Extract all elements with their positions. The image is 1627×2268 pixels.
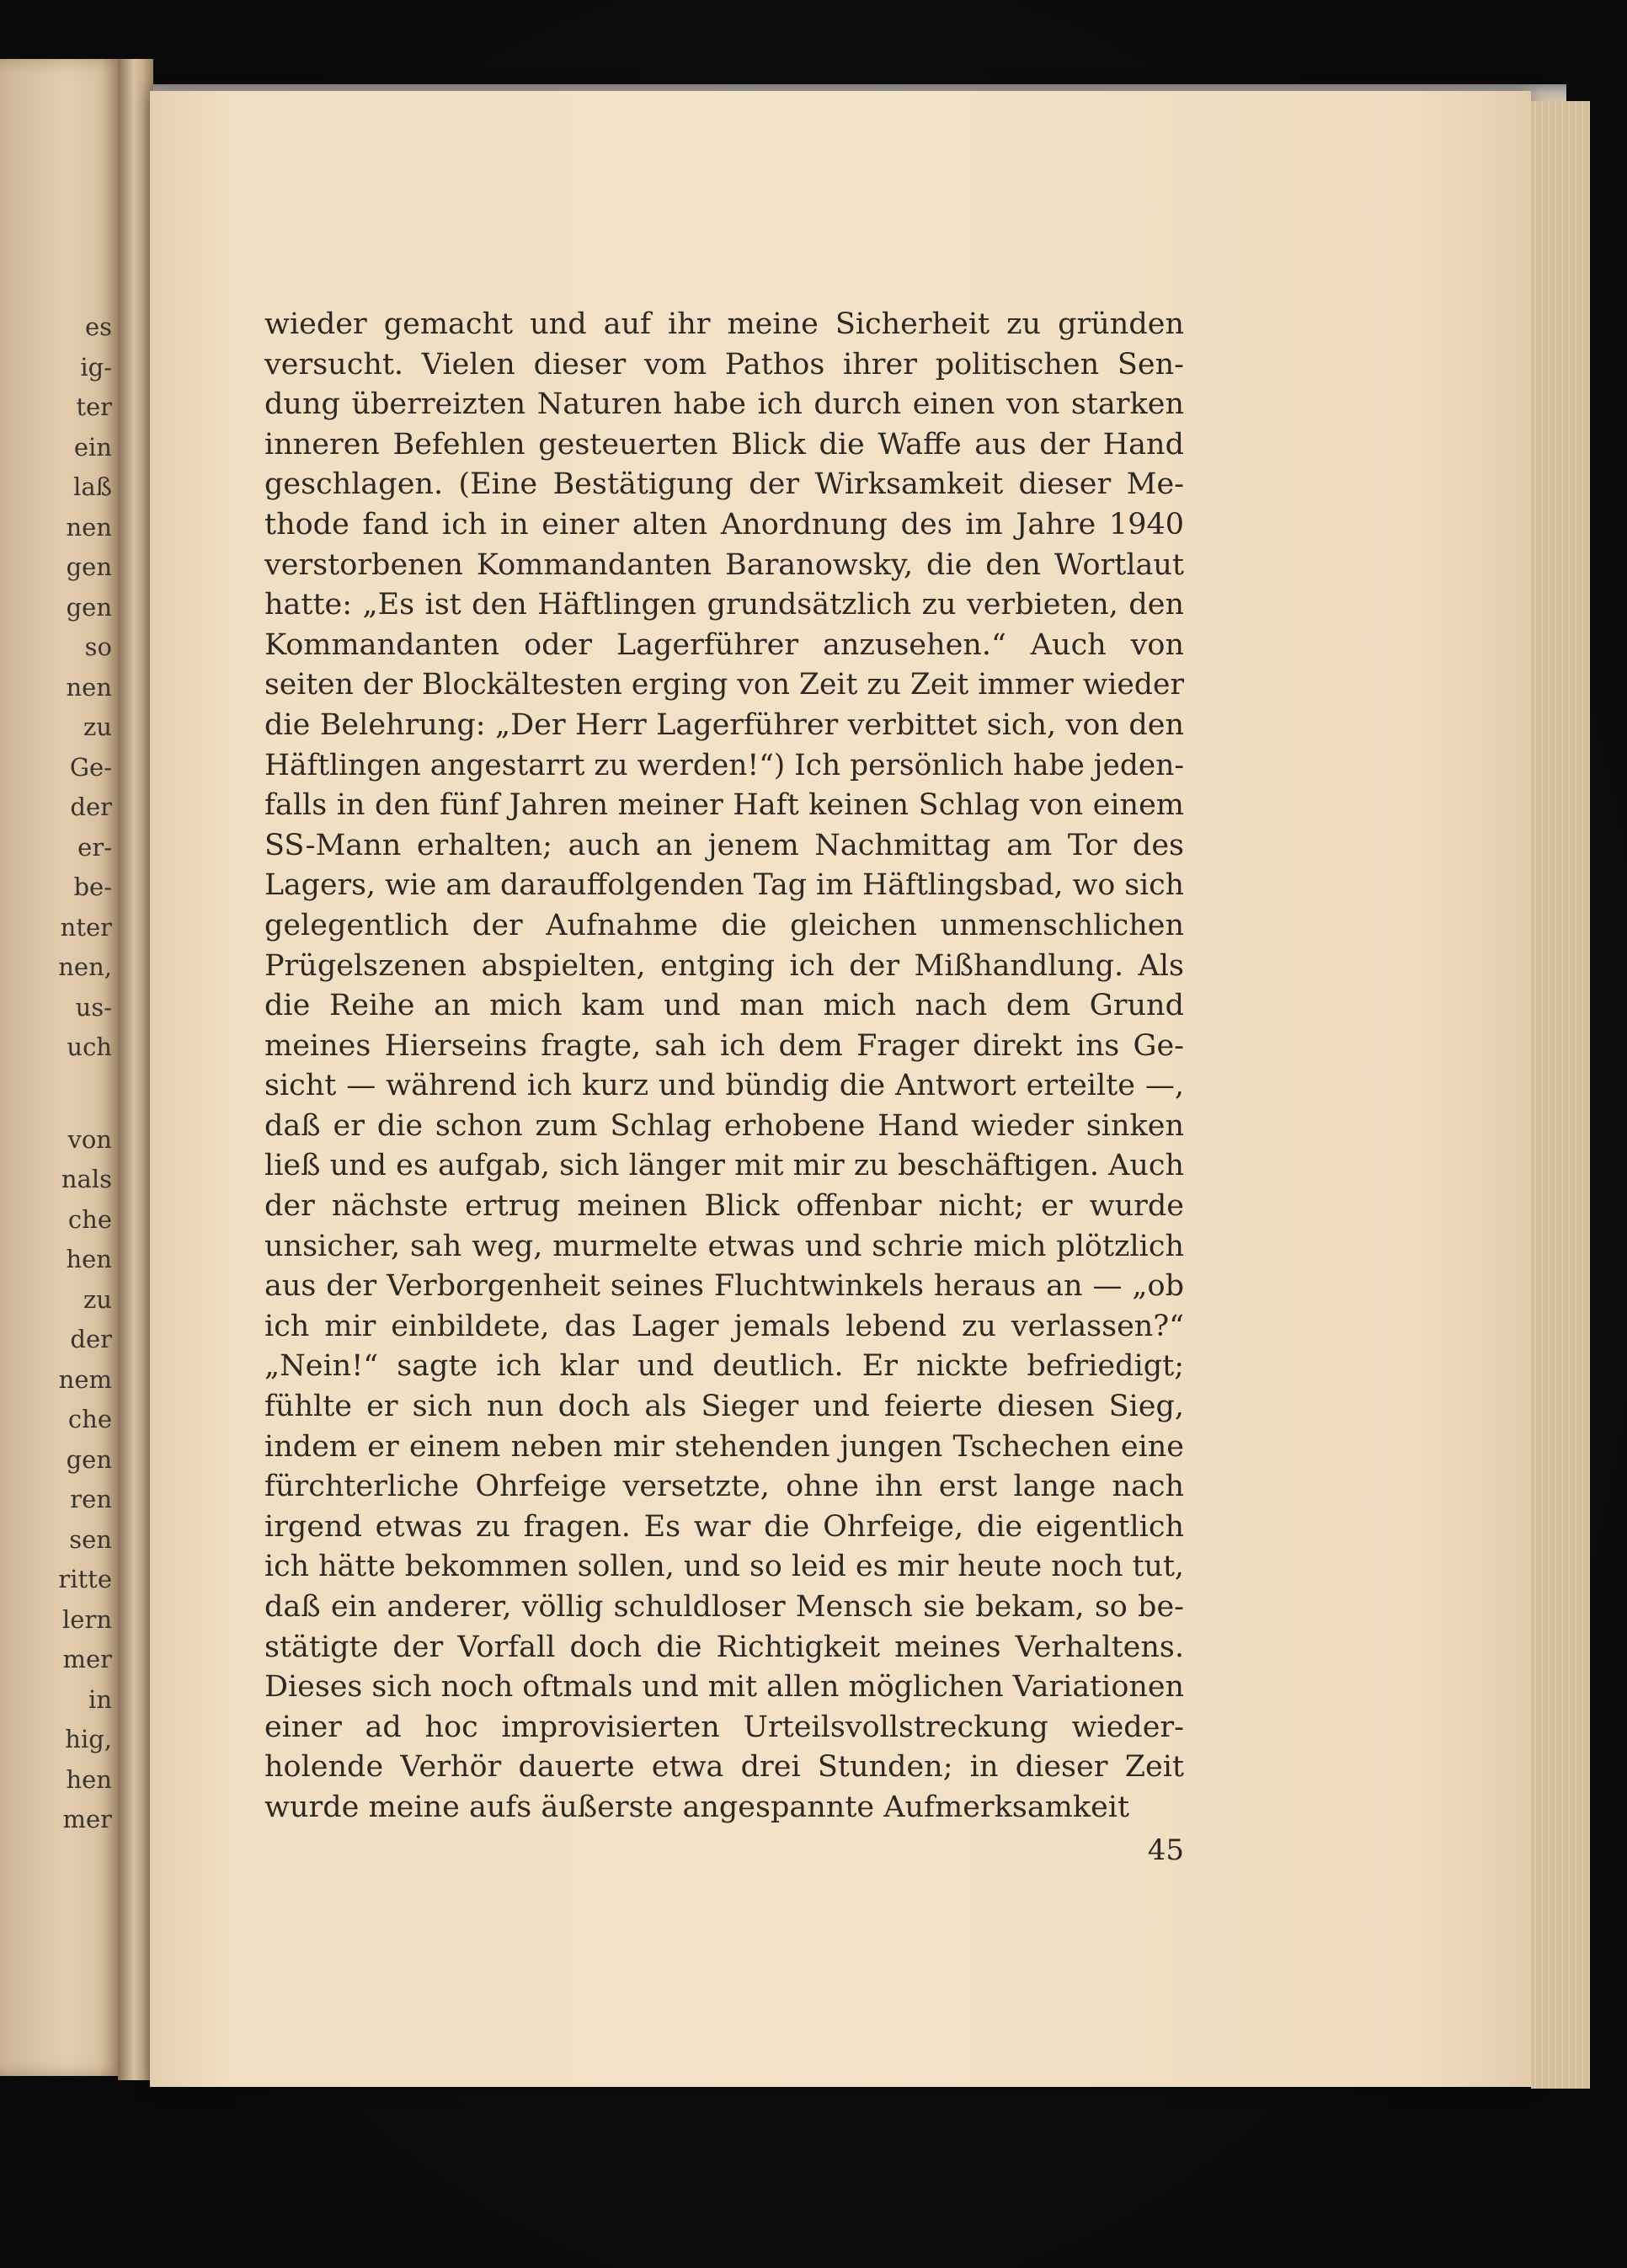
left-page-fragment: nen <box>66 672 112 702</box>
left-page-fragment: nter <box>60 912 112 942</box>
text-line: Lagers, wie am darauffolgenden Tag im Häftlingsbad, wo sich <box>264 868 1184 903</box>
text-line: daß er die schon zum Schlag erhobene Hand wieder sinken <box>264 1108 1184 1143</box>
left-page-fragment: nen <box>66 512 112 542</box>
text-line: die Reihe an mich kam und man mich nach dem Grund <box>264 989 1184 1023</box>
text-line: ich mir einbildete, das Lager jemals lebend zu verlassen?“ <box>264 1309 1184 1343</box>
left-page-text-fragments <box>19 307 112 1840</box>
text-line: thode fand ich in einer alten Anordnung des im Jahre 1940 <box>264 507 1184 542</box>
text-line: falls in den fünf Jahren meiner Haft keinen Schlag von einem <box>264 788 1184 823</box>
left-page-fragment: sen <box>69 1524 112 1554</box>
text-line: einer ad hoc improvisierten Urteilsvollstreckung wieder- <box>264 1710 1184 1744</box>
left-page-fragment: Ge- <box>69 752 112 782</box>
book-gutter <box>118 59 153 2080</box>
left-page-fragment: der <box>70 792 112 821</box>
text-line: Prügelszenen abspielten, entging ich der Mißhandlung. Als <box>264 948 1184 983</box>
text-line: inneren Befehlen gesteuerten Blick die Waffe aus der Hand <box>264 427 1184 462</box>
left-page-fragment: uch <box>67 1033 112 1061</box>
left-page-fragment: ter <box>76 392 112 421</box>
left-page-fragment: so <box>84 632 112 661</box>
text-line: wurde meine aufs äußerste angespannte Aufmerksamkeit <box>264 1790 1130 1824</box>
left-page-fragment: ritte <box>58 1565 112 1593</box>
left-page-fragment: nals <box>61 1165 112 1193</box>
left-page-fragment: us- <box>75 992 112 1022</box>
left-page-fragment: der <box>70 1325 112 1353</box>
text-line: wieder gemacht und auf ihr meine Sicherheit zu gründen <box>264 307 1184 341</box>
text-line: gelegentlich der Aufnahme die gleichen unmenschlichen <box>264 908 1184 942</box>
left-page-fragment: es <box>84 312 112 341</box>
text-line: verstorbenen Kommandanten Baranowsky, die den Wortlaut <box>264 547 1184 582</box>
text-line: die Belehrung: „Der Herr Lagerführer verbittet sich, von den <box>264 707 1184 742</box>
text-line: geschlagen. (Eine Bestätigung der Wirksamkeit dieser Me- <box>264 467 1184 502</box>
text-line: meines Hierseins fragte, sah ich dem Frager direkt ins Ge- <box>264 1028 1184 1063</box>
left-page-fragment: von <box>67 1124 112 1154</box>
text-line: Häftlingen angestarrt zu werden!“) Ich persönlich habe jeden- <box>264 748 1184 782</box>
left-page-fragment: zu <box>83 712 112 741</box>
left-page-fragment: nen, <box>58 953 112 981</box>
text-line: Kommandanten oder Lagerführer anzusehen.“ Auch von <box>264 627 1184 662</box>
text-line: irgend etwas zu fragen. Es war die Ohrfeige, die eigentlich <box>264 1509 1184 1544</box>
text-line: fürchterliche Ohrfeige versetzte, ohne ihn erst lange nach <box>264 1470 1184 1504</box>
left-page-fragment: mer <box>62 1645 112 1673</box>
left-page-fragment: ein <box>73 432 112 462</box>
text-line: hatte: „Es ist den Häftlingen grundsätzlich zu verbieten, den <box>264 588 1184 622</box>
text-line: versucht. Vielen dieser vom Pathos ihrer politischen Sen- <box>264 347 1184 382</box>
text-line: unsicher, sah weg, murmelte etwas und schrie mich plötzlich <box>264 1229 1184 1263</box>
left-page-fragment: hen <box>66 1764 112 1794</box>
left-page-fragment: laß <box>73 472 112 501</box>
left-page-fragment: che <box>67 1204 112 1234</box>
page-body-text <box>264 305 1184 1828</box>
text-line: dung überreizten Naturen habe ich durch einen von starken <box>264 387 1184 422</box>
left-page-fragment: be- <box>73 873 112 901</box>
text-line: ließ und es aufgab, sich länger mit mir zu beschäftigen. Auch <box>264 1149 1184 1183</box>
text-line: SS-Mann erhalten; auch an jenem Nachmittag am Tor des <box>264 828 1184 862</box>
page-stack-edge <box>1531 101 1590 2089</box>
left-page-fragment: gen <box>66 552 112 581</box>
left-page-fragment: zu <box>83 1284 112 1314</box>
text-line: aus der Verborgenheit seines Fluchtwinkels heraus an — „ob <box>264 1269 1184 1304</box>
left-page-fragment: hen <box>66 1245 112 1273</box>
left-page-fragment: er- <box>77 832 112 862</box>
text-line: seiten der Blockältesten erging von Zeit zu Zeit immer wieder <box>264 668 1184 702</box>
left-page-fragment: gen <box>66 1444 112 1474</box>
left-page-fragment: ren <box>70 1485 112 1513</box>
text-line: indem er einem neben mir stehenden jungen Tschechen eine <box>264 1429 1184 1464</box>
left-page-fragment: hig, <box>65 1725 112 1753</box>
left-page-fragment: ig- <box>80 352 112 382</box>
page-number: 45 <box>1147 1833 1184 1867</box>
text-line: stätigte der Vorfall doch die Richtigkeit meines Verhaltens. <box>264 1630 1184 1664</box>
text-line: „Nein!“ sagte ich klar und deutlich. Er nickte befriedigt; <box>264 1349 1184 1384</box>
paragraph-gap <box>19 1068 112 1120</box>
text-line: fühlte er sich nun doch als Sieger und feierte diesen Sieg, <box>264 1390 1184 1424</box>
left-page-fragment: nem <box>58 1364 112 1394</box>
left-page-fragment: lern <box>62 1604 112 1634</box>
text-line: der nächste ertrug meinen Blick offenbar nicht; er wurde <box>264 1189 1184 1224</box>
text-line: ich hätte bekommen sollen, und so leid es mir heute noch tut, <box>264 1550 1184 1584</box>
left-page-fragment: mer <box>62 1805 112 1833</box>
left-page-fragment: gen <box>66 592 112 622</box>
text-line: daß ein anderer, völlig schuldloser Mensch sie bekam, so be- <box>264 1590 1184 1624</box>
left-page-fragment: in <box>88 1684 112 1714</box>
text-line: sicht — während ich kurz und bündig die Antwort erteilte —, <box>264 1069 1184 1103</box>
text-line: Dieses sich noch oftmals und mit allen möglichen Variationen <box>264 1670 1184 1705</box>
text-line: holende Verhör dauerte etwa drei Stunden; in dieser Zeit <box>264 1750 1184 1785</box>
left-facing-page <box>0 59 122 2076</box>
left-page-fragment: che <box>67 1405 112 1433</box>
